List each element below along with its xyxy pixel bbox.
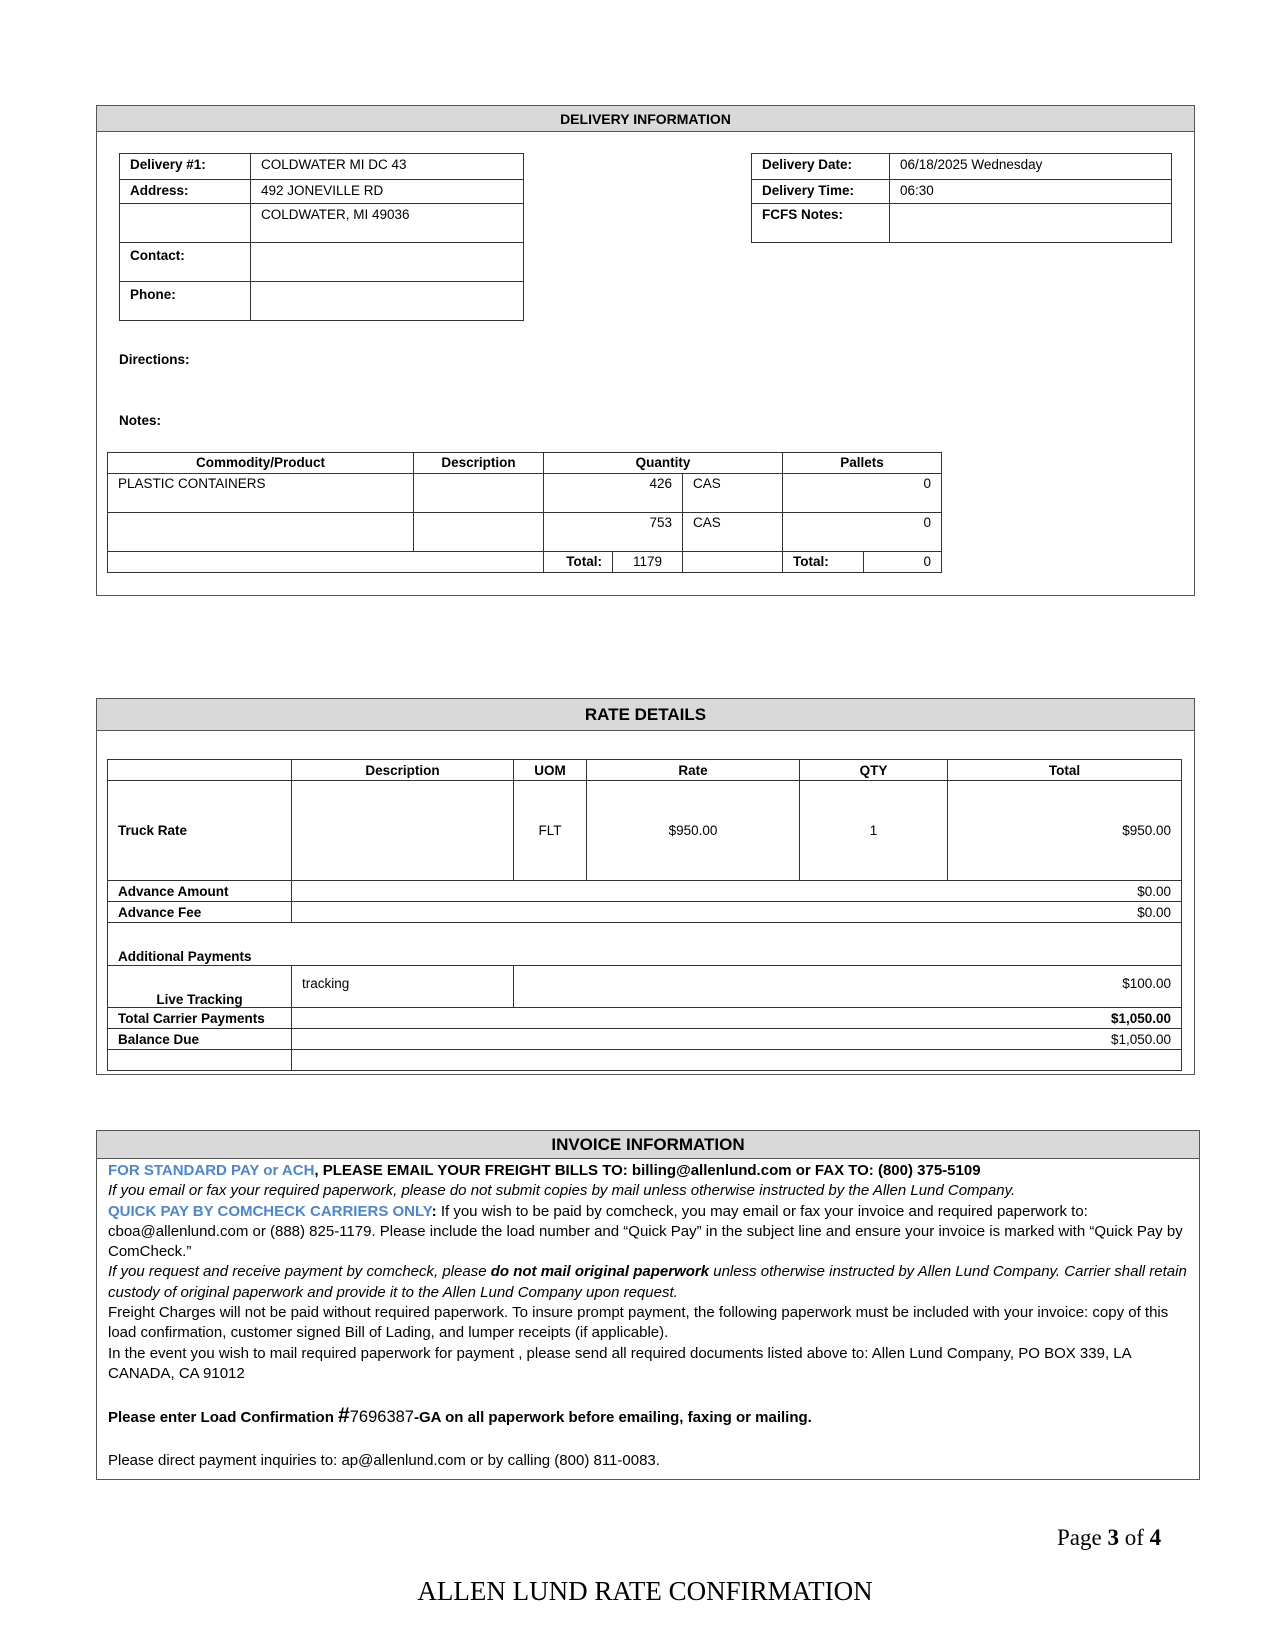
description-header: Description xyxy=(414,453,544,474)
live-tracking-value: $100.00 xyxy=(514,966,1182,1008)
quick-pay-paragraph xyxy=(108,1202,1188,1263)
commodity-description xyxy=(414,474,544,513)
page-number xyxy=(1057,1525,1161,1551)
advance-fee-label: Advance Fee xyxy=(108,902,292,923)
quick-pay-label: QUICK PAY BY COMCHECK CARRIERS ONLY xyxy=(108,1202,432,1220)
qty-total-label: Total: xyxy=(544,552,613,573)
directions-label: Directions: xyxy=(119,352,190,367)
page-word: Page xyxy=(1057,1525,1108,1550)
quantity-header: Quantity xyxy=(544,453,783,474)
delivery-section-header: DELIVERY INFORMATION xyxy=(97,106,1194,132)
rate-total-header: Total xyxy=(948,760,1182,781)
rate-section-header: RATE DETAILS xyxy=(97,699,1194,731)
notes-label: Notes: xyxy=(119,413,162,428)
mail-note: In the event you wish to mail required paperwork for payment , please send all required documents listed above to: Allen Lund Company, PO BOX 339, LA CANADA, CA 91012 xyxy=(108,1344,1131,1382)
invoice-body xyxy=(97,1159,1199,1471)
rate-description-header: Description xyxy=(292,760,514,781)
comcheck-note xyxy=(108,1262,1188,1303)
truck-rate-total: $950.00 xyxy=(948,781,1182,881)
additional-payments-label: Additional Payments xyxy=(108,923,1182,966)
truck-rate-label: Truck Rate xyxy=(108,781,292,881)
commodity-product: PLASTIC CONTAINERS xyxy=(108,474,414,513)
standard-pay-paragraph xyxy=(108,1161,1188,1181)
quick-pay-text: If you wish to be paid by comcheck, you may email or fax your invoice and required paperwork to: cboa@allenlund.com or (888) 825-1179. Please include the load number and “Quick Pay” in the subject line and ensure your invoice is marked with “Quick Pay by ComCheck.” xyxy=(108,1202,1183,1261)
commodity-header: Commodity/Product xyxy=(108,453,414,474)
pallet-total-label: Total: xyxy=(783,552,864,573)
table-row xyxy=(108,781,1182,881)
fcfs-notes-value xyxy=(890,204,1172,243)
delivery-address-table xyxy=(119,153,524,321)
advance-amount-value: $0.00 xyxy=(292,881,1182,902)
truck-rate-description xyxy=(292,781,514,881)
quick-pay-colon: : xyxy=(431,1202,437,1220)
truck-rate-qty: 1 xyxy=(800,781,948,881)
address-line1: 492 JONEVILLE RD xyxy=(251,180,524,204)
contact-label: Contact: xyxy=(120,243,251,282)
page-of: of xyxy=(1118,1525,1150,1550)
rate-details-section xyxy=(96,698,1195,1075)
load-confirmation-note xyxy=(108,1406,1188,1428)
table-row xyxy=(108,474,942,513)
load-conf-b: -GA on all paperwork before emailing, faxing or mailing. xyxy=(413,1409,812,1427)
truck-rate-uom: FLT xyxy=(514,781,587,881)
truck-rate-rate: $950.00 xyxy=(587,781,800,881)
delivery-schedule-table xyxy=(751,153,1172,243)
load-conf-hash: # xyxy=(338,1404,350,1428)
total-carrier-payments-label: Total Carrier Payments xyxy=(108,1008,292,1029)
address-label: Address: xyxy=(120,180,251,204)
delivery-time-value: 06:30 xyxy=(890,180,1172,204)
qty-total-value: 1179 xyxy=(613,552,683,573)
document-footer-title: ALLEN LUND RATE CONFIRMATION xyxy=(417,1576,873,1606)
live-tracking-label: Live Tracking xyxy=(108,966,292,1008)
commodity-table xyxy=(107,452,942,573)
contact-value xyxy=(251,243,524,282)
load-conf-number: 7696387 xyxy=(349,1408,414,1427)
commodity-qty: 753 xyxy=(544,513,683,552)
table-row xyxy=(108,513,942,552)
invoice-information-section xyxy=(96,1130,1200,1480)
phone-value xyxy=(251,282,524,321)
advance-amount-label: Advance Amount xyxy=(108,881,292,902)
commodity-pallets: 0 xyxy=(783,474,942,513)
comcheck-note-a: If you request and receive payment by comcheck, please xyxy=(108,1263,491,1281)
invoice-section-header: INVOICE INFORMATION xyxy=(97,1131,1199,1159)
comcheck-note-c: unless otherwise instructed by Allen Lund Company. Carrier shall retain custody of original paperwork and provide it to the Allen Lund Company upon request. xyxy=(108,1263,1187,1301)
pallets-header: Pallets xyxy=(783,453,942,474)
commodity-description xyxy=(414,513,544,552)
rate-uom-header: UOM xyxy=(514,760,587,781)
page-total: 4 xyxy=(1149,1525,1162,1550)
commodity-unit: CAS xyxy=(683,513,783,552)
rate-qty-header: QTY xyxy=(800,760,948,781)
load-conf-a: Please enter Load Confirmation xyxy=(108,1409,339,1427)
fcfs-notes-label: FCFS Notes: xyxy=(752,204,890,243)
page-current: 3 xyxy=(1107,1525,1119,1550)
pallet-total-value: 0 xyxy=(864,552,942,573)
freight-charges-note: Freight Charges will not be paid without required paperwork. To insure prompt payment, the following paperwork must be included with your invoice: copy of this load confirmation, customer signed Bill of Lading, and lumper receipts (if applicable). xyxy=(108,1304,1169,1342)
standard-pay-label: FOR STANDARD PAY or ACH xyxy=(108,1162,315,1179)
live-tracking-description: tracking xyxy=(292,966,514,1008)
email-fax-note: If you email or fax your required paperwork, please do not submit copies by mail unless otherwise instructed by the Allen Lund Company. xyxy=(108,1182,1016,1200)
delivery-number-label: Delivery #1: xyxy=(120,154,251,180)
total-carrier-payments-value: $1,050.00 xyxy=(292,1008,1182,1029)
payment-inquiries: Please direct payment inquiries to: ap@allenlund.com or by calling (800) 811-0083. xyxy=(108,1451,660,1469)
standard-pay-text: , PLEASE EMAIL YOUR FREIGHT BILLS TO: billing@allenlund.com or FAX TO: (800) 375-5109 xyxy=(314,1162,981,1179)
comcheck-note-b: do not mail original paperwork xyxy=(490,1263,710,1281)
delivery-information-section xyxy=(96,105,1195,596)
rate-rate-header: Rate xyxy=(587,760,800,781)
commodity-pallets: 0 xyxy=(783,513,942,552)
delivery-date-label: Delivery Date: xyxy=(752,154,890,180)
balance-due-label: Balance Due xyxy=(108,1029,292,1050)
rate-table xyxy=(107,759,1182,1071)
commodity-qty: 426 xyxy=(544,474,683,513)
phone-label: Phone: xyxy=(120,282,251,321)
delivery-date-value: 06/18/2025 Wednesday xyxy=(890,154,1172,180)
balance-due-value: $1,050.00 xyxy=(292,1029,1182,1050)
commodity-unit: CAS xyxy=(683,474,783,513)
commodity-product xyxy=(108,513,414,552)
delivery-number-value: COLDWATER MI DC 43 xyxy=(251,154,524,180)
advance-fee-value: $0.00 xyxy=(292,902,1182,923)
address-line2: COLDWATER, MI 49036 xyxy=(251,204,524,243)
delivery-time-label: Delivery Time: xyxy=(752,180,890,204)
